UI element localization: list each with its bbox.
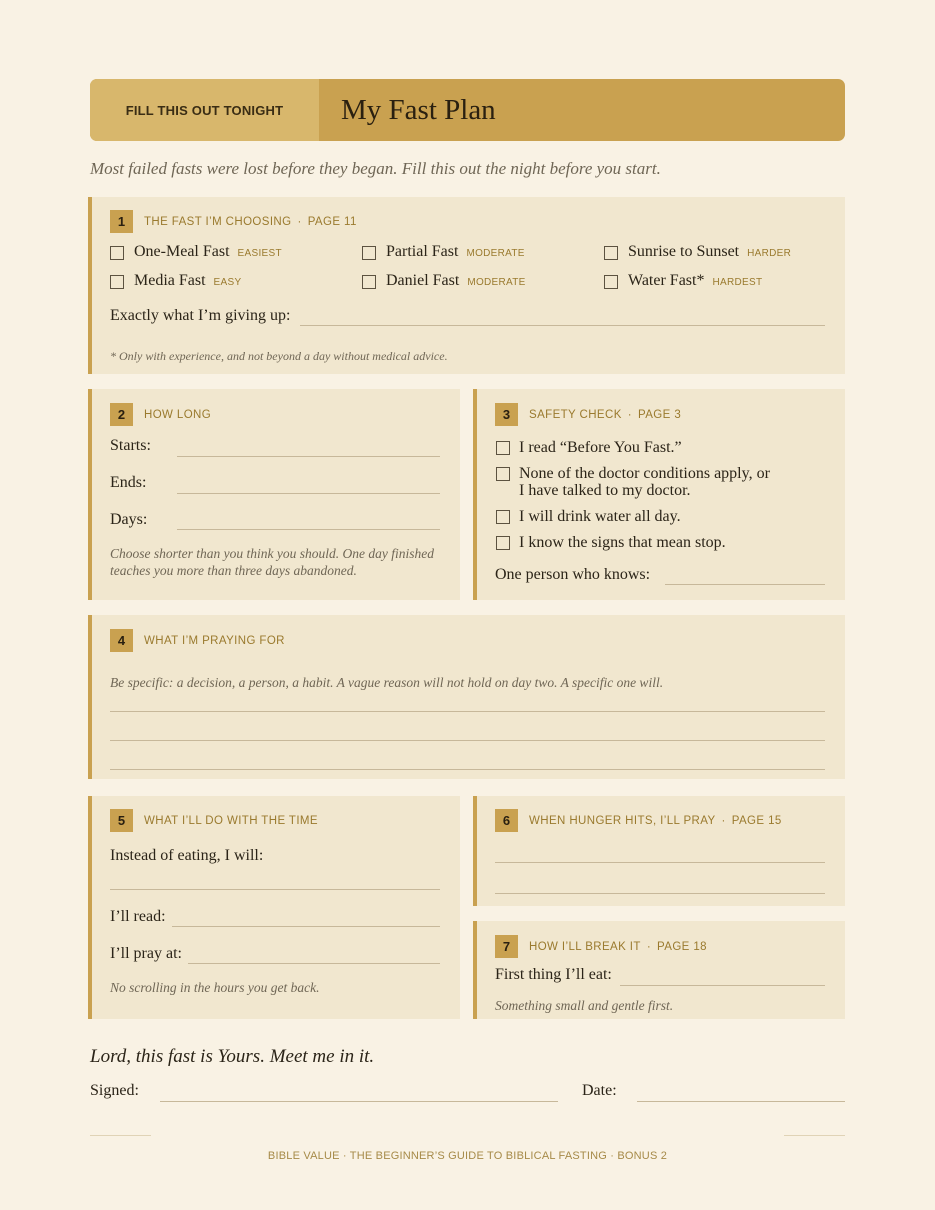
read-label: I’ll read: bbox=[110, 908, 166, 925]
signed-label: Signed: bbox=[90, 1082, 139, 1099]
section-title: THE FAST I’M CHOOSING · PAGE 11 bbox=[144, 215, 357, 228]
pray-at-field[interactable] bbox=[188, 963, 440, 964]
section-number: 7 bbox=[495, 935, 518, 958]
option-sunrise-to-sunset: Sunrise to Sunset HARDER bbox=[628, 243, 792, 260]
section-number: 2 bbox=[110, 403, 133, 426]
intro-text: Most failed fasts were lost before they began. Fill this out the night before you start. bbox=[90, 159, 661, 178]
section-title: WHAT I’LL DO WITH THE TIME bbox=[144, 814, 318, 827]
footer-rule-left bbox=[90, 1135, 151, 1136]
person-who-knows-field[interactable] bbox=[665, 584, 825, 585]
section-fast-choice bbox=[88, 197, 845, 374]
signature-field[interactable] bbox=[160, 1101, 558, 1102]
checkbox-sunrise-to-sunset[interactable] bbox=[604, 246, 618, 260]
check-read-before-you-fast: I read “Before You Fast.” bbox=[519, 439, 682, 456]
checkbox-read-before-you-fast[interactable] bbox=[496, 441, 510, 455]
date-label: Date: bbox=[582, 1082, 617, 1099]
section-number: 5 bbox=[110, 809, 133, 832]
instead-of-eating-label: Instead of eating, I will: bbox=[110, 847, 264, 864]
option-daniel-fast: Daniel Fast MODERATE bbox=[386, 272, 526, 289]
days-label: Days: bbox=[110, 511, 148, 528]
section-hunger-prayer bbox=[473, 796, 845, 906]
section-how-long bbox=[88, 389, 460, 600]
checkbox-daniel-fast[interactable] bbox=[362, 275, 376, 289]
header-tag: FILL THIS OUT TONIGHT bbox=[90, 79, 319, 141]
page-footer: BIBLE VALUE · THE BEGINNER’S GUIDE TO BIBLICAL FASTING · BONUS 2 bbox=[267, 1150, 668, 1162]
checkbox-water-fast[interactable] bbox=[604, 275, 618, 289]
first-thing-label: First thing I’ll eat: bbox=[495, 966, 612, 983]
checkbox-doctor-conditions[interactable] bbox=[496, 467, 510, 481]
praying-for-line-1[interactable] bbox=[110, 711, 825, 712]
section-title: HOW LONG bbox=[144, 408, 212, 421]
checkbox-signs-to-stop[interactable] bbox=[496, 536, 510, 550]
checkbox-partial-fast[interactable] bbox=[362, 246, 376, 260]
starts-label: Starts: bbox=[110, 437, 151, 454]
section-number: 3 bbox=[495, 403, 518, 426]
use-of-time-note: No scrolling in the hours you get back. bbox=[110, 980, 320, 995]
option-partial-fast: Partial Fast MODERATE bbox=[386, 243, 525, 260]
ends-field[interactable] bbox=[177, 493, 440, 494]
ends-label: Ends: bbox=[110, 474, 147, 491]
how-long-note: Choose shorter than you think you should. One day finished teaches you more than three days abandoned. bbox=[110, 546, 434, 578]
hunger-prayer-line-2[interactable] bbox=[495, 893, 825, 894]
hunger-prayer-line-1[interactable] bbox=[495, 862, 825, 863]
first-thing-field[interactable] bbox=[620, 985, 825, 986]
option-media-fast: Media Fast EASY bbox=[134, 272, 242, 289]
footer-rule-right bbox=[784, 1135, 845, 1136]
giving-up-field[interactable] bbox=[300, 325, 825, 326]
water-fast-footnote: * Only with experience, and not beyond a day without medical advice. bbox=[110, 349, 448, 363]
section-safety-check bbox=[473, 389, 845, 600]
section-title: WHAT I’M PRAYING FOR bbox=[144, 634, 285, 647]
days-field[interactable] bbox=[177, 529, 440, 530]
pray-at-label: I’ll pray at: bbox=[110, 945, 182, 962]
closing-prayer: Lord, this fast is Yours. Meet me in it. bbox=[90, 1046, 375, 1067]
instead-of-eating-field[interactable] bbox=[110, 889, 440, 890]
praying-for-line-2[interactable] bbox=[110, 740, 825, 741]
section-title: WHEN HUNGER HITS, I’LL PRAY · PAGE 15 bbox=[529, 814, 782, 827]
section-use-of-time bbox=[88, 796, 460, 1019]
option-water-fast: Water Fast* HARDEST bbox=[628, 272, 763, 289]
page-title: My Fast Plan bbox=[341, 93, 496, 126]
section-number: 4 bbox=[110, 629, 133, 652]
page-header bbox=[90, 79, 845, 141]
section-praying-for bbox=[88, 615, 845, 779]
section-number: 6 bbox=[495, 809, 518, 832]
checkbox-media-fast[interactable] bbox=[110, 275, 124, 289]
check-drink-water: I will drink water all day. bbox=[519, 508, 681, 525]
check-doctor-conditions: None of the doctor conditions apply, or I have talked to my doctor. bbox=[519, 465, 770, 499]
break-fast-note: Something small and gentle first. bbox=[495, 998, 674, 1013]
check-signs-to-stop: I know the signs that mean stop. bbox=[519, 534, 726, 551]
praying-for-line-3[interactable] bbox=[110, 769, 825, 770]
section-title: HOW I’LL BREAK IT · PAGE 18 bbox=[529, 940, 707, 953]
option-one-meal-fast: One-Meal Fast EASIEST bbox=[134, 243, 282, 260]
section-number: 1 bbox=[110, 210, 133, 233]
date-field[interactable] bbox=[637, 1101, 845, 1102]
read-field[interactable] bbox=[172, 926, 440, 927]
giving-up-label: Exactly what I’m giving up: bbox=[110, 307, 291, 324]
checkbox-drink-water[interactable] bbox=[496, 510, 510, 524]
checkbox-one-meal-fast[interactable] bbox=[110, 246, 124, 260]
starts-field[interactable] bbox=[177, 456, 440, 457]
section-title: SAFETY CHECK · PAGE 3 bbox=[529, 408, 682, 421]
section-break-fast bbox=[473, 921, 845, 1019]
person-who-knows-label: One person who knows: bbox=[495, 566, 651, 583]
praying-for-note: Be specific: a decision, a person, a habit. A vague reason will not hold on day two. A specific one will. bbox=[110, 675, 664, 690]
